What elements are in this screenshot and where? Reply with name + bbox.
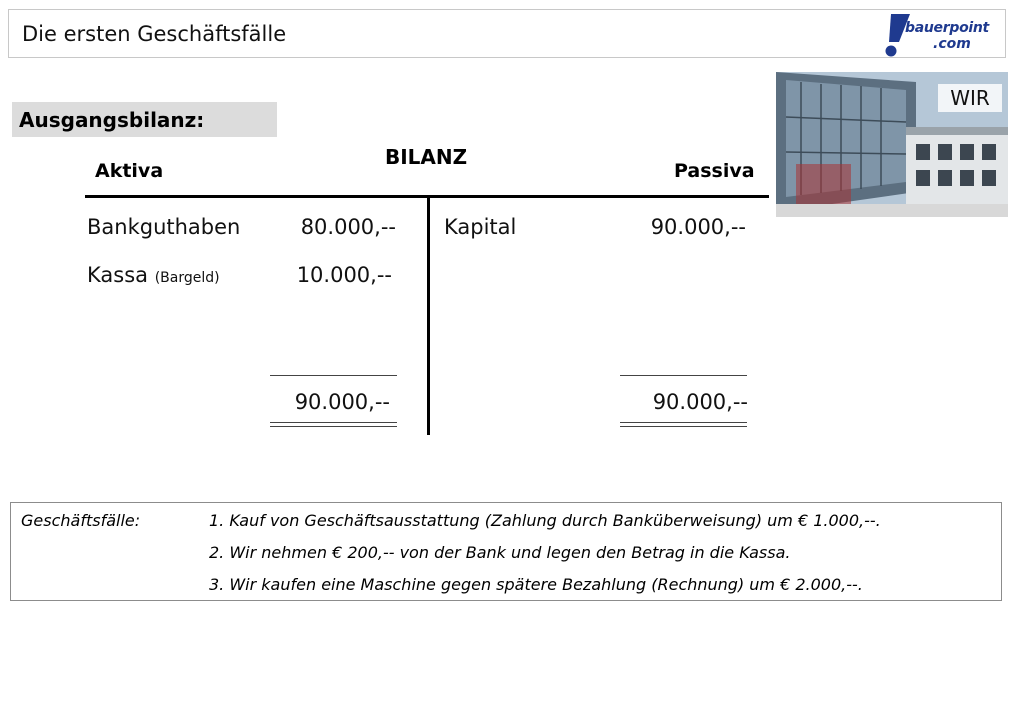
case-item: 1. Kauf von Geschäftsausstattung (Zahlung durch Banküberweisung) um € 1.000,--. [209,511,881,530]
passiva-header: Passiva [674,160,755,182]
double-rule-left [270,426,397,427]
double-rule-right [620,422,747,423]
photo-label-wir: WIR [938,84,1002,112]
double-rule-right [620,426,747,427]
page-title: Die ersten Geschäftsfälle [22,22,287,46]
logo-word-prefix: bauer [905,20,950,36]
aktiva-item-name: Kassa [87,263,149,287]
case-item: 3. Wir kaufen eine Maschine gegen spätere Bezahlung (Rechnung) um € 2.000,--. [209,575,863,594]
aktiva-item-value: 80.000,-- [300,215,396,239]
aktiva-item-note: (Bargeld) [154,270,220,286]
logo-wordmark [905,21,989,36]
passiva-item-label: Kapital [444,215,517,239]
t-account-vertical-line [427,197,430,435]
sum-rule-left [270,375,397,376]
aktiva-item-label [87,263,220,287]
logo-domain: .com [933,36,971,52]
passiva-item-value: 90.000,-- [650,215,746,239]
business-cases-box [10,502,1002,601]
aktiva-item-value: 10.000,-- [296,263,392,287]
balance-sheet-title: BILANZ [385,145,468,169]
total-passiva: 90.000,-- [652,390,748,414]
section-label: Ausgangsbilanz: [12,102,277,137]
double-rule-left [270,422,397,423]
aktiva-header: Aktiva [95,160,164,182]
cases-label: Geschäftsfälle: [21,511,141,530]
logo-word-suffix: point [949,20,989,36]
total-aktiva: 90.000,-- [294,390,390,414]
case-item: 2. Wir nehmen € 200,-- von der Bank und legen den Betrag in die Kassa. [209,543,791,562]
sum-rule-right [620,375,747,376]
header-bar [8,9,1006,58]
aktiva-item-label: Bankguthaben [87,215,241,239]
bauerpoint-logo [877,12,1002,58]
